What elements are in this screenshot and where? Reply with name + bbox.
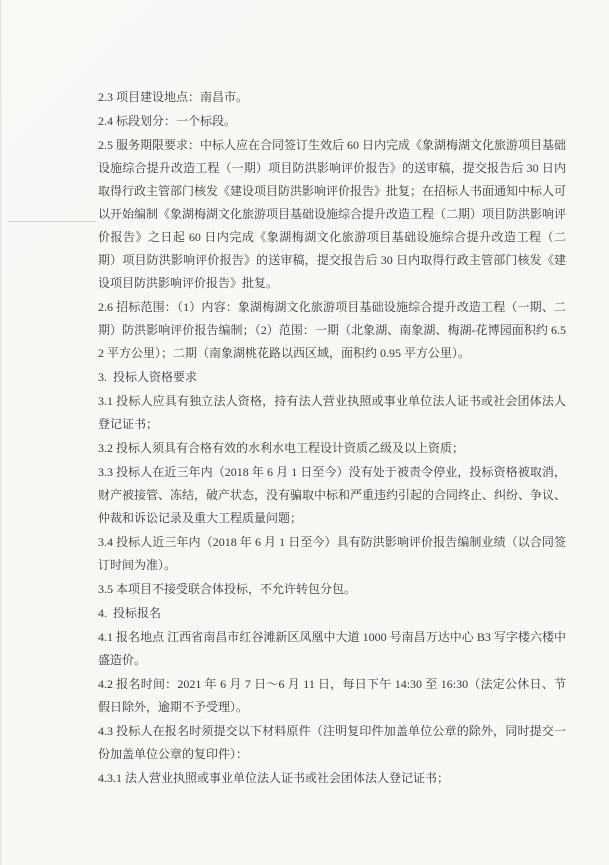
scan-artifact-line: [8, 221, 96, 222]
paragraph-2-5: 2.5 服务期限要求：中标人应在合同签订生效后 60 日内完成《象湖梅湖文化旅游项目基础设施综合提升改造工程（一期）项目防洪影响评价报告》的送审稿，提交报告后 30 日内取得行政主管部门核发《建设项目防洪影响评价报告》批复；在招标人书面通知中标人可以开始编制《象湖梅湖文化旅游项目基础设施综合提升改造工程（二期）项目防洪影响评价报告》之日起 60 日内完成《象湖梅湖文化旅游项目基础设施综合提升改造工程（二期）项目防洪影响评价报告》的送审稿，提交报告后 30 日内取得行政主管部门核发《建设项目防洪影响评价报告》批复。: [98, 138, 567, 290]
paragraph-4-1: 4.1 报名地点 江西省南昌市红谷滩新区凤凰中大道 1000 号南昌万达中心 B3 写字楼六楼中盛造价。: [98, 630, 566, 667]
paragraph-3-3: 3.3 投标人在近三年内（2018 年 6 月 1 日至今）没有处于被责令停业，投标资格被取消，财产被接管、冻结，破产状态，没有骗取中标和严重违约引起的合同终止、纠纷、争议、仲裁和诉讼记录及重大工程质量问题；: [98, 465, 567, 525]
paragraph-2-3: 2.3 项目建设地点：南昌市。: [98, 90, 249, 104]
paragraph-2-6: 2.6 招标范围：（1）内容：象湖梅湖文化旅游项目基础设施综合提升改造工程（一期、二期）防洪影响评价报告编制；（2）范围：一期（北象湖、南象湖、梅湖-花博园面积约 6.52 平方公里）；二期（南象湖桃花路以西区域，面积约 0.95 平方公里）。: [98, 300, 566, 360]
paragraph-4-2: 4.2 报名时间：2021 年 6 月 7 日～6 月 11 日，每日下午 14:30 至 16:30（法定公休日、节假日除外，逾期不予受理）。: [98, 677, 566, 714]
paragraph-4-3: 4.3 投标人在报名时须提交以下材料原件（注明复印件加盖单位公章的除外，同时提交一份加盖单位公章的复印件）：: [98, 724, 566, 761]
paragraph-3-5: 3.5 本项目不接受联合体投标，不允许转包分包。: [98, 582, 357, 596]
paragraph-2-4: 2.4 标段划分：一个标段。: [98, 114, 237, 128]
paragraph-3-1: 3.1 投标人应具有独立法人资格，持有法人营业执照或事业单位法人证书或社会团体法人登记证书；: [98, 394, 566, 431]
section-heading-4: 4. 投标报名: [98, 606, 162, 620]
paragraph-3-4: 3.4 投标人近三年内（2018 年 6 月 1 日至今）具有防洪影响评价报告编制业绩（以合同签订时间为准）。: [98, 535, 566, 572]
document-content: [98, 86, 566, 791]
paragraph-4-3-1: 4.3.1 法人营业执照或事业单位法人证书或社会团体法人登记证书；: [98, 771, 450, 785]
section-heading-3: 3. 投标人资格要求: [98, 370, 198, 384]
scan-left-edge-shadow: [0, 0, 2, 865]
paragraph-3-2: 3.2 投标人须具有合格有效的水利水电工程设计资质乙级及以上资质；: [98, 441, 465, 455]
